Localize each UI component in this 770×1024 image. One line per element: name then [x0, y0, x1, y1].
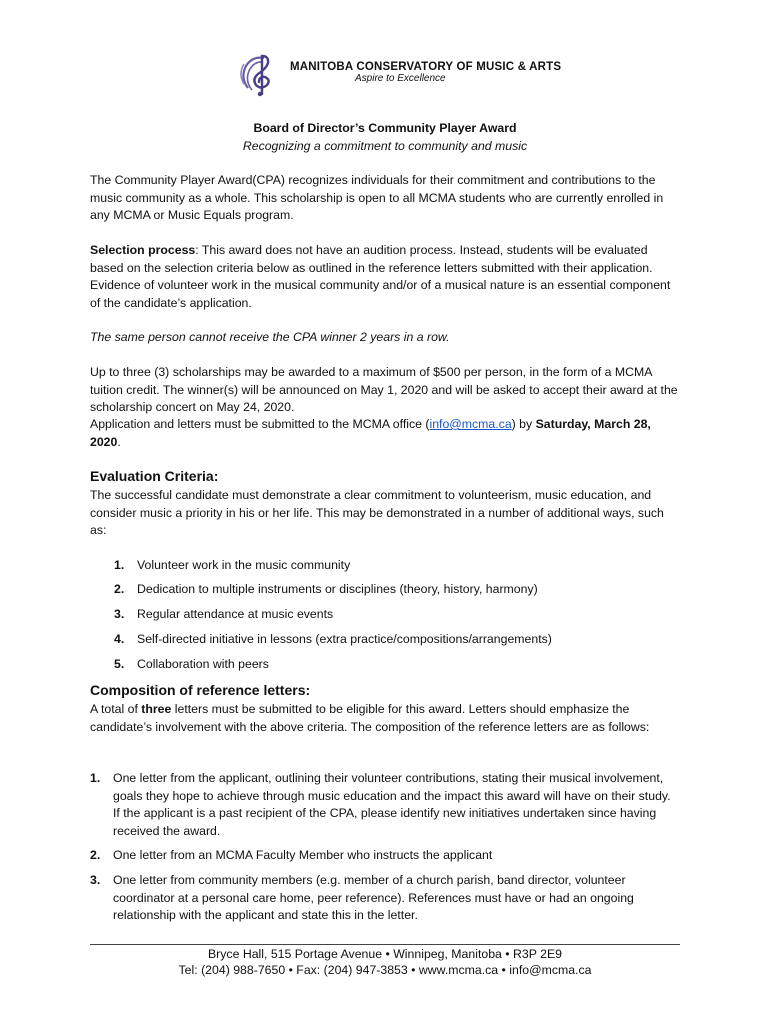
footer-contact: Tel: (204) 988-7650 • Fax: (204) 947-3853 • www.mcma.ca • info@mcma.ca — [178, 963, 592, 977]
criteria-item — [114, 655, 674, 673]
treble-clef-logo-icon — [236, 50, 286, 100]
selection-paragraph — [90, 242, 682, 312]
document-title: Board of Director’s Community Player Award — [253, 121, 517, 135]
selection-text: : This award does not have an audition process. Instead, students will be evaluated based on the selection criteria below as outlined in the reference letters submitted with their application. Evidence of volunteer work in the musical community and/or of a musical nature is an essential component of the candidate’s application. — [90, 243, 671, 310]
submission-paragraph — [90, 416, 682, 451]
criteria-item-text: Dedication to multiple instruments or disciplines (theory, history, harmony) — [137, 582, 538, 596]
reference-item-number: 3. — [90, 873, 101, 887]
criteria-item-text: Regular attendance at music events — [137, 607, 334, 621]
submission-prefix: Application and letters must be submitted to the MCMA office ( — [90, 417, 430, 431]
reference-item-number: 2. — [90, 848, 101, 862]
criteria-item-number: 2. — [114, 582, 125, 596]
criteria-item-text: Self-directed initiative in lessons (extra practice/compositions/arrangements) — [137, 632, 552, 646]
references-intro-suffix: letters must be submitted to be eligible for this award. Letters should emphasize the candidate’s involvement with the above criteria. The composition of the reference letters are as follows: — [90, 702, 650, 734]
email-link[interactable]: info@mcma.ca — [429, 417, 512, 431]
awards-paragraph: Up to three (3) scholarships may be awarded to a maximum of $500 per person, in the form of a MCMA tuition credit. The winner(s) will be announced on May 1, 2020 and will be asked to accept their award at the scholarship concert on May 24, 2020. — [90, 365, 678, 415]
submission-suffix: . — [117, 434, 121, 449]
reference-item-text: One letter from community members (e.g. member of a church parish, band director, volunteer coordinator at a personal care home, peer reference). References must have or had an ongoing relationship with the applicant and state this in the letter. — [113, 873, 634, 923]
criteria-item-number: 3. — [114, 607, 125, 621]
criteria-item-text: Volunteer work in the music community — [137, 558, 351, 572]
references-heading: Composition of reference letters: — [90, 682, 311, 698]
footer-address: Bryce Hall, 515 Portage Avenue • Winnipeg, Manitoba • R3P 2E9 — [207, 947, 563, 961]
reference-item-text: One letter from an MCMA Faculty Member who instructs the applicant — [113, 848, 493, 862]
eligibility-note: The same person cannot receive the CPA winner 2 years in a row. — [90, 330, 450, 344]
organization-name: MANITOBA CONSERVATORY OF MUSIC & ARTS — [290, 61, 562, 73]
criteria-item-number: 5. — [114, 657, 125, 671]
footer-divider — [90, 944, 680, 945]
organization-tagline: Aspire to Excellence — [355, 73, 446, 84]
criteria-intro: The successful candidate must demonstrate a clear commitment to volunteerism, music education, and consider music a priority in his or her life. This may be demonstrated in a number of additional ways, such as: — [90, 488, 664, 538]
submission-deadline: Saturday, March 28, 2020 — [90, 417, 651, 449]
selection-label: Selection process — [90, 243, 196, 257]
criteria-item — [114, 630, 674, 648]
criteria-item — [114, 556, 674, 574]
criteria-heading: Evaluation Criteria: — [90, 468, 219, 484]
reference-item-number: 1. — [90, 771, 101, 785]
references-intro — [90, 701, 682, 736]
submission-middle: ) by — [511, 417, 536, 431]
document-subtitle: Recognizing a commitment to community and music — [242, 139, 528, 153]
criteria-item — [114, 580, 674, 598]
criteria-item-text: Collaboration with peers — [137, 657, 269, 671]
criteria-item — [114, 605, 674, 623]
criteria-item-number: 4. — [114, 632, 125, 646]
references-intro-count: three — [141, 702, 172, 716]
references-intro-prefix: A total of — [90, 702, 142, 716]
criteria-item-number: 1. — [114, 558, 125, 572]
intro-paragraph: The Community Player Award(CPA) recognizes individuals for their commitment and contributions to the music community as a whole. This scholarship is open to all MCMA students who are currently enrolled in any MCMA or Music Equals program. — [90, 173, 664, 223]
reference-item-text: One letter from the applicant, outlining their volunteer contributions, stating their musical involvement, goals they hope to achieve through music education and the impact this award will have on their study. If the applicant is a past recipient of the CPA, please identify new initiatives undertaken since having received the award. — [113, 771, 671, 838]
